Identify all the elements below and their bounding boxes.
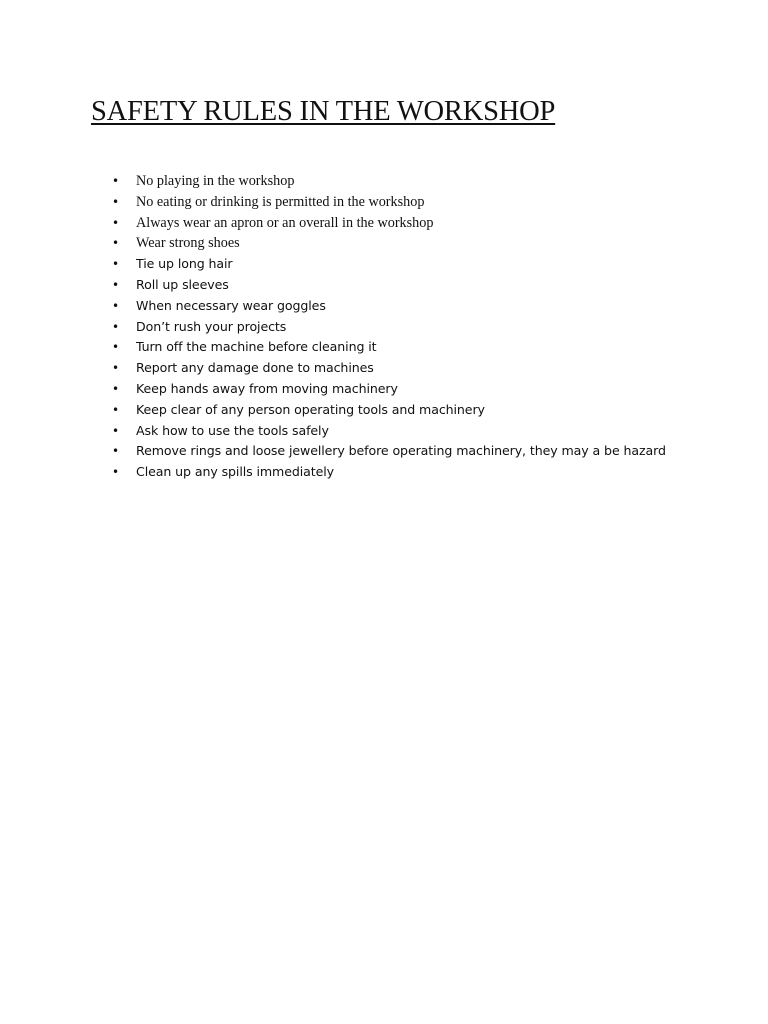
rule-text: Don’t rush your projects — [136, 318, 287, 334]
rule-text: Remove rings and loose jewellery before operating machinery, they may a be hazard — [136, 443, 666, 459]
list-item — [112, 421, 666, 442]
list-item — [112, 358, 666, 379]
list-item — [112, 462, 666, 483]
list-item — [112, 441, 666, 462]
bullet-icon: • — [112, 361, 120, 376]
bullet-icon: • — [112, 340, 120, 355]
bullet-icon: • — [112, 257, 120, 272]
list-item — [112, 317, 666, 338]
bullet-icon: • — [112, 423, 120, 438]
bullet-icon: • — [112, 298, 120, 313]
rule-text: Ask how to use the tools safely — [136, 422, 329, 438]
rule-text: Turn off the machine before cleaning it — [136, 339, 377, 355]
bullet-icon: • — [112, 236, 120, 251]
list-item — [112, 233, 666, 254]
bullet-icon: • — [112, 444, 120, 459]
bullet-icon: • — [112, 215, 120, 230]
rule-text: Report any damage done to machines — [136, 360, 374, 376]
list-item — [112, 213, 666, 234]
bullet-icon: • — [112, 174, 120, 188]
list-item — [112, 400, 666, 421]
bullet-icon: • — [112, 465, 120, 480]
rule-text: Keep hands away from moving machinery — [136, 380, 398, 396]
rule-text: No playing in the workshop — [136, 173, 295, 189]
rule-text: When necessary wear goggles — [136, 297, 326, 313]
rule-text: No eating or drinking is permitted in the workshop — [136, 193, 425, 210]
list-item — [112, 275, 666, 296]
rule-text: Keep clear of any person operating tools and machinery — [136, 401, 485, 417]
rule-text: Roll up sleeves — [136, 276, 229, 292]
bullet-icon: • — [112, 402, 120, 417]
bullet-icon: • — [112, 277, 120, 292]
safety-rules-list — [112, 171, 666, 483]
bullet-icon: • — [112, 381, 120, 396]
bullet-icon: • — [112, 194, 120, 209]
rule-text: Always wear an apron or an overall in the workshop — [136, 214, 434, 231]
list-item — [112, 296, 666, 317]
rule-text: Clean up any spills immediately — [136, 464, 335, 480]
list-item — [112, 171, 666, 192]
bullet-icon: • — [112, 319, 120, 334]
list-item — [112, 254, 666, 275]
list-item — [112, 337, 666, 358]
rule-text: Wear strong shoes — [136, 235, 240, 252]
list-item — [112, 379, 666, 400]
rule-text: Tie up long hair — [136, 256, 233, 272]
list-item — [112, 192, 666, 213]
page-title: SAFETY RULES IN THE WORKSHOP — [91, 96, 556, 127]
